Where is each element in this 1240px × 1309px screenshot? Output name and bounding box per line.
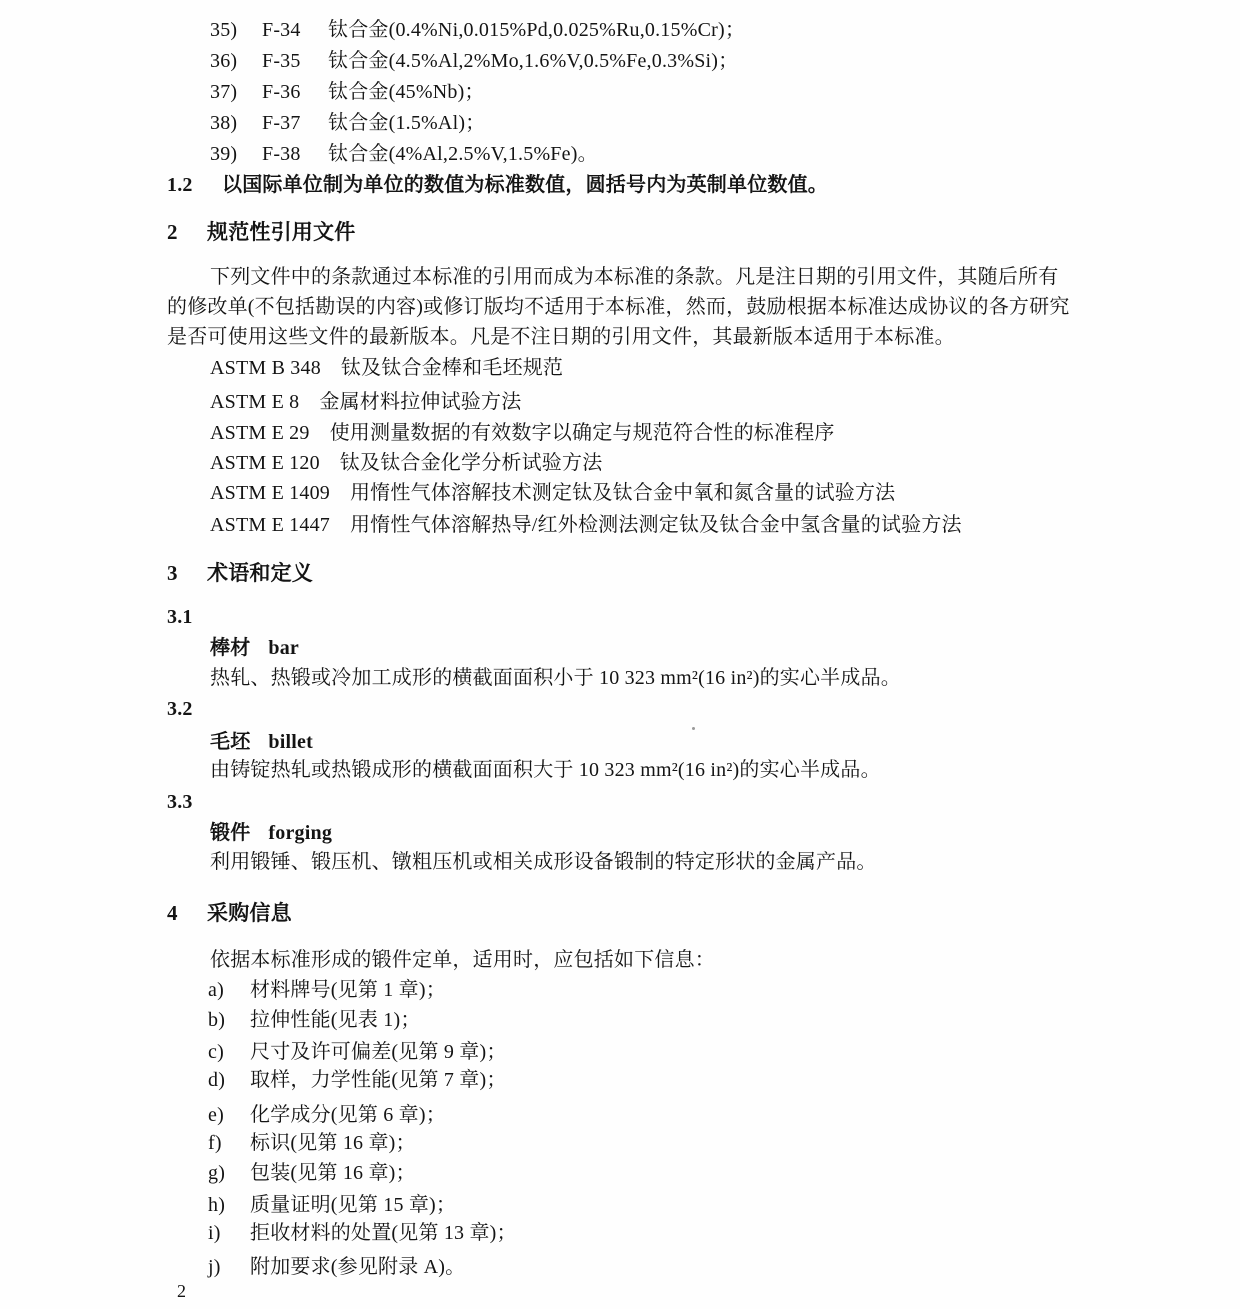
item-text: 附加要求(参见附录 A)。 <box>250 1256 466 1278</box>
item-letter: j) <box>208 1256 221 1278</box>
list-number: 35) <box>210 19 238 41</box>
grade-code: F-38 <box>262 143 301 165</box>
alloy-list-item <box>210 79 485 105</box>
item-letter: g) <box>208 1162 226 1184</box>
list-number: 38) <box>210 112 238 134</box>
section-number: 2 <box>167 220 178 244</box>
section-3-heading <box>167 560 313 586</box>
reference-title: 用惰性气体溶解热导/红外检测法测定钛及钛合金中氢含量的试验方法 <box>349 514 962 536</box>
item-text: 包装(见第 16 章)； <box>250 1162 416 1184</box>
item-text: 取样，力学性能(见第 7 章)； <box>250 1069 507 1091</box>
item-letter: a) <box>208 979 224 1001</box>
section-number: 3 <box>167 561 178 585</box>
item-letter: i) <box>208 1222 221 1244</box>
procurement-item <box>208 1220 517 1246</box>
reference-item <box>210 512 962 538</box>
alloy-description: 钛合金(0.4%Ni,0.015%Pd,0.025%Ru,0.15%Cr)； <box>328 19 746 41</box>
procurement-item <box>208 1160 416 1186</box>
procurement-item <box>208 1130 416 1156</box>
term-number: 3.1 <box>167 606 193 628</box>
section-title: 采购信息 <box>207 901 292 925</box>
alloy-list-item <box>210 48 738 74</box>
item-text: 拉伸性能(见表 1)； <box>250 1009 421 1031</box>
grade-code: F-35 <box>262 50 301 72</box>
reference-code: ASTM E 1409 <box>210 482 330 504</box>
clause-1-2 <box>167 172 828 198</box>
item-text: 拒收材料的处置(见第 13 章)； <box>250 1222 517 1244</box>
grade-code: F-36 <box>262 81 301 103</box>
section-4-heading <box>167 900 292 926</box>
item-text: 材料牌号(见第 1 章)； <box>250 979 446 1001</box>
term-heading <box>210 820 332 846</box>
reference-item <box>210 450 602 476</box>
alloy-list-item <box>210 110 485 136</box>
reference-code: ASTM E 8 <box>210 391 300 413</box>
list-number: 36) <box>210 50 238 72</box>
alloy-description: 钛合金(4.5%Al,2%Mo,1.6%V,0.5%Fe,0.3%Si)； <box>328 50 739 72</box>
term-definition: 利用锻锤、锻压机、镦粗压机或相关成形设备锻制的特定形状的金属产品。 <box>210 851 877 873</box>
reference-title: 用惰性气体溶解技术测定钛及钛合金中氧和氮含量的试验方法 <box>349 482 896 504</box>
item-text: 化学成分(见第 6 章)； <box>250 1104 446 1126</box>
term-zh: 锻件 <box>210 822 251 844</box>
term-number: 3.3 <box>167 791 193 813</box>
item-letter: d) <box>208 1069 226 1091</box>
term-zh: 棒材 <box>210 637 251 659</box>
section-number: 4 <box>167 901 178 925</box>
term-number: 3.2 <box>167 698 193 720</box>
alloy-description: 钛合金(1.5%Al)； <box>328 112 486 134</box>
section-title: 术语和定义 <box>207 561 313 585</box>
reference-item <box>210 480 895 506</box>
reference-title: 钛及钛合金化学分析试验方法 <box>339 452 603 474</box>
procurement-item <box>208 1254 465 1280</box>
grade-code: F-37 <box>262 112 301 134</box>
section-title: 规范性引用文件 <box>207 220 356 244</box>
normative-references-paragraph-line: 的修改单(不包括勘误的内容)或修订版均不适用于本标准，然而，鼓励根据本标准达成协议的各方研究 <box>167 296 1070 318</box>
clause-number: 1.2 <box>167 174 193 196</box>
term-definition: 热轧、热锻或冷加工成形的横截面面积小于 10 323 mm²(16 in²)的实心半成品。 <box>210 667 901 689</box>
reference-title: 金属材料拉伸试验方法 <box>319 391 522 413</box>
alloy-list-item <box>210 17 745 43</box>
term-heading <box>210 635 299 661</box>
procurement-item <box>208 1007 421 1033</box>
term-definition: 由铸锭热轧或热锻成形的横截面面积大于 10 323 mm²(16 in²)的实心半成品。 <box>210 759 881 781</box>
procurement-intro: 依据本标准形成的锻件定单，适用时，应包括如下信息： <box>210 949 715 971</box>
reference-code: ASTM B 348 <box>210 357 321 379</box>
normative-references-paragraph-line: 是否可使用这些文件的最新版本。凡是不注日期的引用文件，其最新版本适用于本标准。 <box>167 326 955 348</box>
alloy-description: 钛合金(45%Nb)； <box>328 81 485 103</box>
reference-code: ASTM E 120 <box>210 452 320 474</box>
term-heading <box>210 729 313 755</box>
normative-references-paragraph-line: 下列文件中的条款通过本标准的引用而成为本标准的条款。凡是注日期的引用文件，其随后所有 <box>210 266 1059 288</box>
item-letter: f) <box>208 1132 222 1154</box>
list-number: 39) <box>210 143 238 165</box>
item-text: 尺寸及许可偏差(见第 9 章)； <box>250 1041 507 1063</box>
scan-artifact-dot <box>692 727 695 730</box>
grade-code: F-34 <box>262 19 301 41</box>
procurement-item <box>208 977 446 1003</box>
reference-title: 使用测量数据的有效数字以确定与规范符合性的标准程序 <box>329 422 835 444</box>
item-text: 标识(见第 16 章)； <box>250 1132 416 1154</box>
item-letter: c) <box>208 1041 224 1063</box>
reference-title: 钛及钛合金棒和毛坯规范 <box>340 357 564 379</box>
procurement-item <box>208 1102 446 1128</box>
clause-text: 以国际单位制为单位的数值为标准数值，圆括号内为英制单位数值。 <box>222 174 828 196</box>
alloy-list-item <box>210 141 598 167</box>
reference-item <box>210 420 835 446</box>
item-text: 质量证明(见第 15 章)； <box>250 1194 457 1216</box>
procurement-item <box>208 1067 507 1093</box>
reference-item <box>210 389 521 415</box>
reference-item <box>210 355 563 381</box>
item-letter: e) <box>208 1104 224 1126</box>
reference-code: ASTM E 1447 <box>210 514 330 536</box>
procurement-item <box>208 1192 456 1218</box>
item-letter: h) <box>208 1194 226 1216</box>
list-number: 37) <box>210 81 238 103</box>
term-en: forging <box>268 822 333 844</box>
section-2-heading <box>167 219 355 245</box>
procurement-item <box>208 1039 507 1065</box>
alloy-description: 钛合金(4%Al,2.5%V,1.5%Fe)。 <box>328 143 598 165</box>
page-number: 2 <box>177 1281 187 1301</box>
reference-code: ASTM E 29 <box>210 422 310 444</box>
item-letter: b) <box>208 1009 226 1031</box>
term-en: bar <box>268 637 300 659</box>
term-en: billet <box>268 731 313 753</box>
term-zh: 毛坯 <box>210 731 251 753</box>
